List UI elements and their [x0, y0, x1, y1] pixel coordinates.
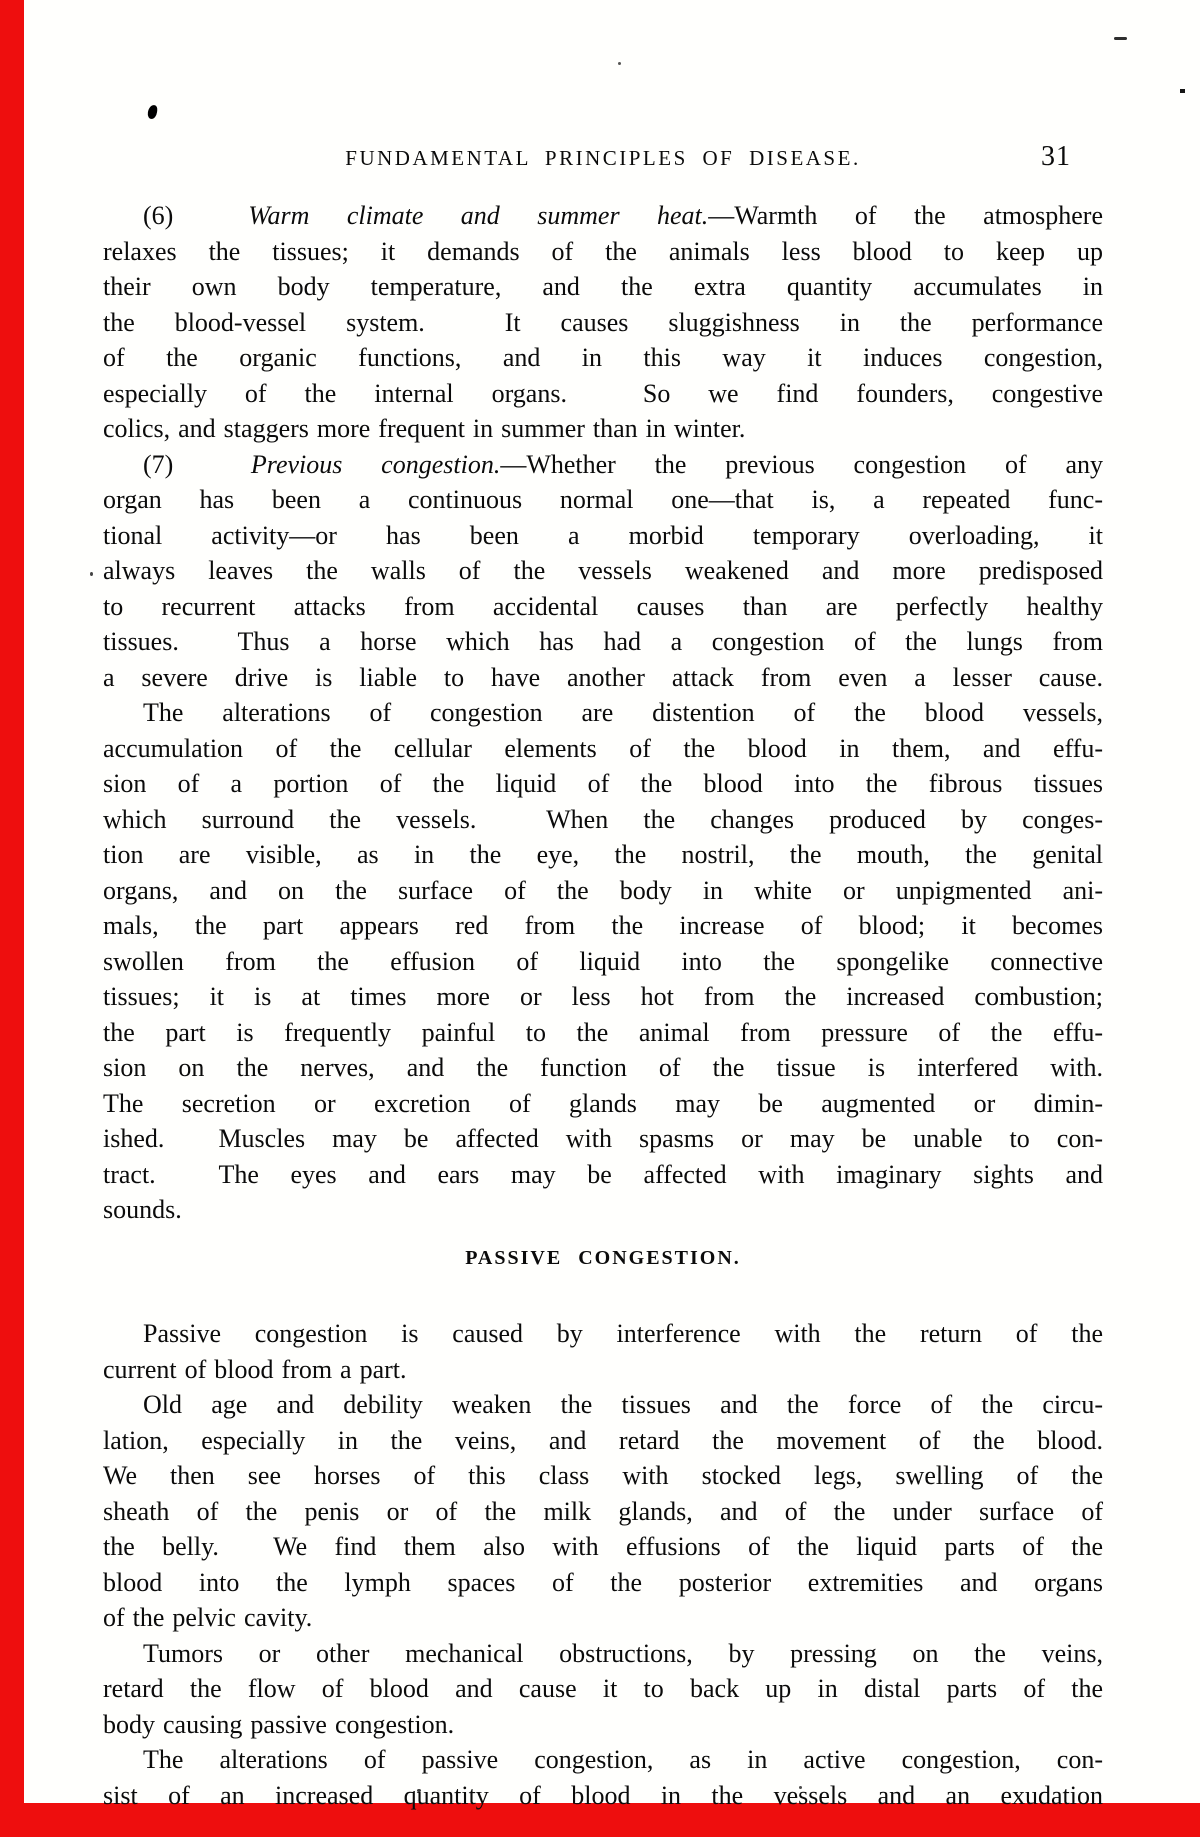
running-head — [103, 141, 1103, 180]
page-title: FUNDAMENTAL PRINCIPLES OF DISEASE. — [345, 145, 861, 171]
text-line: sist of an increased quantity of blood in the vessels and an exudation — [103, 1780, 1103, 1810]
text-line: sion of a portion of the liquid of the blood into the fibrous tissues — [103, 769, 1103, 798]
text-line: of the organic functions, and in this way it induces congestion, — [103, 343, 1103, 372]
text-line: ished. Muscles may be affected with spasms or may be unable to con- — [103, 1124, 1103, 1153]
text-line: always leaves the walls of the vessels weakened and more predisposed — [103, 556, 1103, 585]
body-text — [103, 198, 1103, 1813]
text-line: sion on the nerves, and the function of the tissue is interfered with. — [103, 1053, 1103, 1082]
text-line: body causing passive congestion. — [103, 1709, 455, 1739]
text-line: organ has been a continuous normal one—that is, a repeated func- — [103, 485, 1103, 514]
text-line: tional activity—or has been a morbid temporary overloading, it — [103, 520, 1103, 550]
pencil-mark — [1114, 37, 1127, 40]
text-line: which surround the vessels. When the changes produced by conges- — [103, 804, 1103, 834]
text-line: tion are visible, as in the eye, the nostril, the mouth, the genital — [103, 840, 1103, 869]
text-line: tissues. Thus a horse which has had a congestion of the lungs from — [103, 627, 1103, 656]
page-number: 31 — [1041, 141, 1071, 172]
text-line: sounds. — [103, 1195, 182, 1224]
text-line: sheath of the penis or of the milk glands, and of the under surface of — [103, 1496, 1103, 1526]
text-segment: —Warmth of the atmosphere — [708, 201, 1103, 230]
text-line: Tumors or other mechanical obstructions, by pressing on the veins, — [143, 1638, 1103, 1668]
text-line — [103, 447, 1103, 483]
text-line: retard the flow of blood and cause it to back up in distal parts of the — [103, 1674, 1103, 1703]
scan-edge-left-band — [0, 0, 24, 1837]
text-line: Old age and debility weaken the tissues and the force of the circu- — [143, 1390, 1103, 1419]
text-line: mals, the part appears red from the increase of blood; it becomes — [103, 911, 1103, 940]
text-line: relaxes the tissues; it demands of the animals less blood to keep up — [103, 236, 1103, 266]
text-line: accumulation of the cellular elements of the blood in them, and effu- — [103, 733, 1103, 763]
text-line: blood into the lymph spaces of the posterior extremities and organs — [103, 1567, 1103, 1597]
ink-speck — [618, 62, 621, 65]
ink-speck — [90, 572, 93, 576]
page-content — [103, 141, 1103, 1813]
section-heading: PASSIVE CONGESTION. — [465, 1246, 741, 1269]
text-segment: (7) — [143, 449, 251, 479]
text-line: the part is frequently painful to the animal from pressure of the effu- — [103, 1017, 1103, 1047]
text-line: tissues; it is at times more or less hot from the increased combustion; — [103, 982, 1103, 1011]
ink-speck — [147, 104, 158, 119]
text-line: a severe drive is liable to have another attack from even a lesser cause. — [103, 662, 1103, 692]
text-line: the blood-vessel system. It causes sluggishness in the performance — [103, 307, 1103, 337]
text-line: to recurrent attacks from accidental causes than are perfectly healthy — [103, 591, 1103, 621]
text-line: especially of the internal organs. So we find founders, congestive — [103, 378, 1103, 408]
ink-speck — [1180, 89, 1185, 93]
text-line: current of blood from a part. — [103, 1354, 407, 1384]
text-line: The secretion or excretion of glands may be augmented or dimin- — [103, 1088, 1103, 1118]
italic-phrase: Warm climate and summer heat. — [248, 201, 709, 230]
text-line — [103, 198, 1103, 234]
text-segment: —Whether the previous congestion of any — [500, 449, 1103, 479]
text-line: The alterations of congestion are distention of the blood vessels, — [143, 698, 1103, 727]
text-line: of the pelvic cavity. — [103, 1603, 313, 1632]
text-segment: (6) — [143, 201, 249, 230]
italic-phrase: Previous congestion. — [250, 449, 501, 479]
text-line: their own body temperature, and the extra quantity accumulates in — [103, 272, 1103, 301]
text-line: We then see horses of this class with stocked legs, swelling of the — [103, 1461, 1103, 1490]
text-line: the belly. We find them also with effusions of the liquid parts of the — [103, 1532, 1103, 1561]
text-line: colics, and staggers more frequent in summer than in winter. — [103, 414, 746, 443]
text-line: tract. The eyes and ears may be affected with imaginary sights and — [103, 1159, 1103, 1189]
text-line: organs, and on the surface of the body in white or unpigmented ani- — [103, 875, 1103, 905]
text-line: Passive congestion is caused by interference with the return of the — [143, 1319, 1103, 1348]
text-line: The alterations of passive congestion, as in active congestion, con- — [143, 1745, 1103, 1774]
text-line: lation, especially in the veins, and retard the movement of the blood. — [103, 1425, 1103, 1455]
text-line: swollen from the effusion of liquid into the spongelike connective — [103, 946, 1103, 976]
